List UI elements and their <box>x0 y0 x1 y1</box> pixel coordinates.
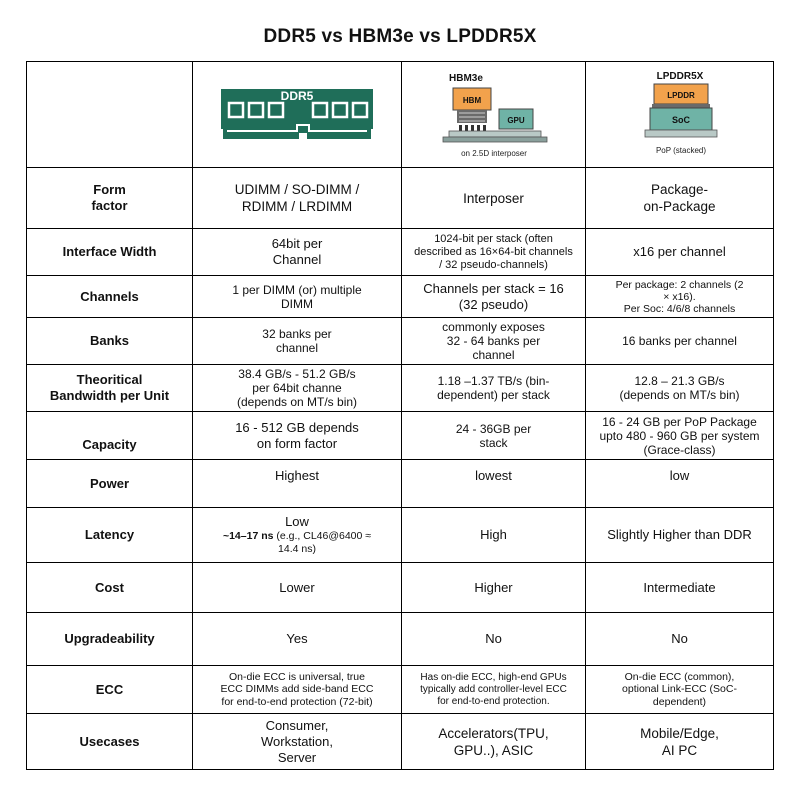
ddr5-capacity: 16 - 512 GB depends on form factor <box>193 412 402 460</box>
header-row <box>27 62 774 168</box>
page-title: DDR5 vs HBM3e vs LPDDR5X <box>263 26 537 47</box>
lpddr5x-cost: Intermediate <box>586 563 774 613</box>
row-label-usecases: Usecases <box>27 714 193 770</box>
lpddr5x-diagram-image <box>605 67 755 163</box>
row-label-banks: Banks <box>27 318 193 365</box>
ddr5-upgradeability: Yes <box>193 613 402 666</box>
table-row <box>27 613 774 666</box>
ddr5-form-factor: UDIMM / SO-DIMM / RDIMM / LRDIMM <box>193 168 402 229</box>
soc-chip-label: SoC <box>671 114 690 125</box>
row-label-ecc: ECC <box>27 666 193 714</box>
ddr5-banks: 32 banks per channel <box>193 318 402 365</box>
lpddr5x-channels: Per package: 2 channels (2 × x16). Per Soc: 4/6/8 channels <box>586 276 774 318</box>
ddr5-image-cell <box>193 62 402 168</box>
ddr5-latency-detail: (e.g., CL46@6400 ≈ 14.4 ns) <box>273 530 372 555</box>
table-row <box>27 508 774 563</box>
table-row <box>27 714 774 770</box>
lpddr5x-capacity: 16 - 24 GB per PoP Package upto 480 - 960 GB per system (Grace-class) <box>586 412 774 460</box>
hbm-chip-label: HBM <box>462 95 481 105</box>
hbm-microbumps <box>459 125 486 131</box>
table-row <box>27 318 774 365</box>
hbm3e-cost: Higher <box>402 563 586 613</box>
header-corner-cell <box>27 62 193 168</box>
hbm3e-power: lowest <box>402 460 586 508</box>
lpddr5x-banks: 16 banks per channel <box>586 318 774 365</box>
ddr5-power: Highest <box>193 460 402 508</box>
hbm3e-form-factor: Interposer <box>402 168 586 229</box>
row-label-channels: Channels <box>27 276 193 318</box>
pop-interconnect <box>652 104 710 108</box>
row-label-power: Power <box>27 460 193 508</box>
hbm3e-upgradeability: No <box>402 613 586 666</box>
ddr5-latency-bold: ~14–17 ns <box>222 530 274 542</box>
hbm3e-latency: High <box>402 508 586 563</box>
table-row <box>27 412 774 460</box>
row-label-cost: Cost <box>27 563 193 613</box>
hbm3e-banks: commonly exposes 32 - 64 banks per channel <box>402 318 586 365</box>
ddr5-latency <box>193 508 402 563</box>
table-row <box>27 168 774 229</box>
lpddr5x-form-factor: Package- on-Package <box>586 168 774 229</box>
ddr5-latency-main: Low <box>285 514 309 529</box>
lpddr5x-interface-width: x16 per channel <box>586 229 774 276</box>
lpddr5x-bandwidth: 12.8 – 21.3 GB/s (depends on MT/s bin) <box>586 365 774 412</box>
table-row <box>27 365 774 412</box>
lpddr-chip-label: LPDDR <box>666 90 695 100</box>
ddr5-cost: Lower <box>193 563 402 613</box>
hbm3e-caption: on 2.5D interposer <box>460 148 527 158</box>
lpddr5x-usecases: Mobile/Edge, AI PC <box>586 714 774 770</box>
row-label-capacity: Capacity <box>27 412 193 460</box>
ddr5-ecc: On-die ECC is universal, true ECC DIMMs add side-band ECC for end-to-end protection (72-bit) <box>193 666 402 714</box>
ddr5-usecases: Consumer, Workstation, Server <box>193 714 402 770</box>
table-row <box>27 563 774 613</box>
lpddr5x-upgradeability: No <box>586 613 774 666</box>
pop-substrate <box>645 130 717 137</box>
row-label-upgradeability: Upgradeability <box>27 613 193 666</box>
lpddr5x-label: LPDDR5X <box>656 70 703 82</box>
ddr5-module-label: DDR5 <box>280 88 314 103</box>
row-label-interface-width: Interface Width <box>27 229 193 276</box>
hbm3e-ecc: Has on-die ECC, high-end GPUs typically add controller-level ECC for end-to-end protection. <box>402 666 586 714</box>
hbm3e-diagram-image <box>419 67 569 163</box>
comparison-table <box>26 61 774 770</box>
lpddr5x-latency: Slightly Higher than DDR <box>586 508 774 563</box>
ddr5-module-image <box>217 85 377 145</box>
hbm3e-channels: Channels per stack = 16 (32 pseudo) <box>402 276 586 318</box>
hbm3e-capacity: 24 - 36GB per stack <box>402 412 586 460</box>
lpddr5x-power: low <box>586 460 774 508</box>
table-row <box>27 666 774 714</box>
hbm3e-bandwidth: 1.18 –1.37 TB/s (bin- dependent) per stack <box>402 365 586 412</box>
hbm3e-interface-width: 1024-bit per stack (often described as 16×64-bit channels / 32 pseudo-channels) <box>402 229 586 276</box>
table-row <box>27 276 774 318</box>
row-label-form-factor: Form factor <box>27 168 193 229</box>
gpu-chip-label: GPU <box>506 115 525 125</box>
interposer <box>449 131 541 137</box>
table-row <box>27 460 774 508</box>
hbm3e-label: HBM3e <box>448 72 483 84</box>
hbm3e-image-cell <box>402 62 586 168</box>
package-substrate <box>443 137 547 142</box>
table-row <box>27 229 774 276</box>
ddr5-interface-width: 64bit per Channel <box>193 229 402 276</box>
row-label-bandwidth: Theoritical Bandwidth per Unit <box>27 365 193 412</box>
hbm3e-usecases: Accelerators(TPU, GPU..), ASIC <box>402 714 586 770</box>
lpddr5x-ecc: On-die ECC (common), optional Link-ECC (SoC- dependent) <box>586 666 774 714</box>
lpddr5x-caption: PoP (stacked) <box>655 145 706 155</box>
lpddr5x-image-cell <box>586 62 774 168</box>
row-label-latency: Latency <box>27 508 193 563</box>
ddr5-channels: 1 per DIMM (or) multiple DIMM <box>193 276 402 318</box>
ddr5-bandwidth: 38.4 GB/s - 51.2 GB/s per 64bit channe (depends on MT/s bin) <box>193 365 402 412</box>
